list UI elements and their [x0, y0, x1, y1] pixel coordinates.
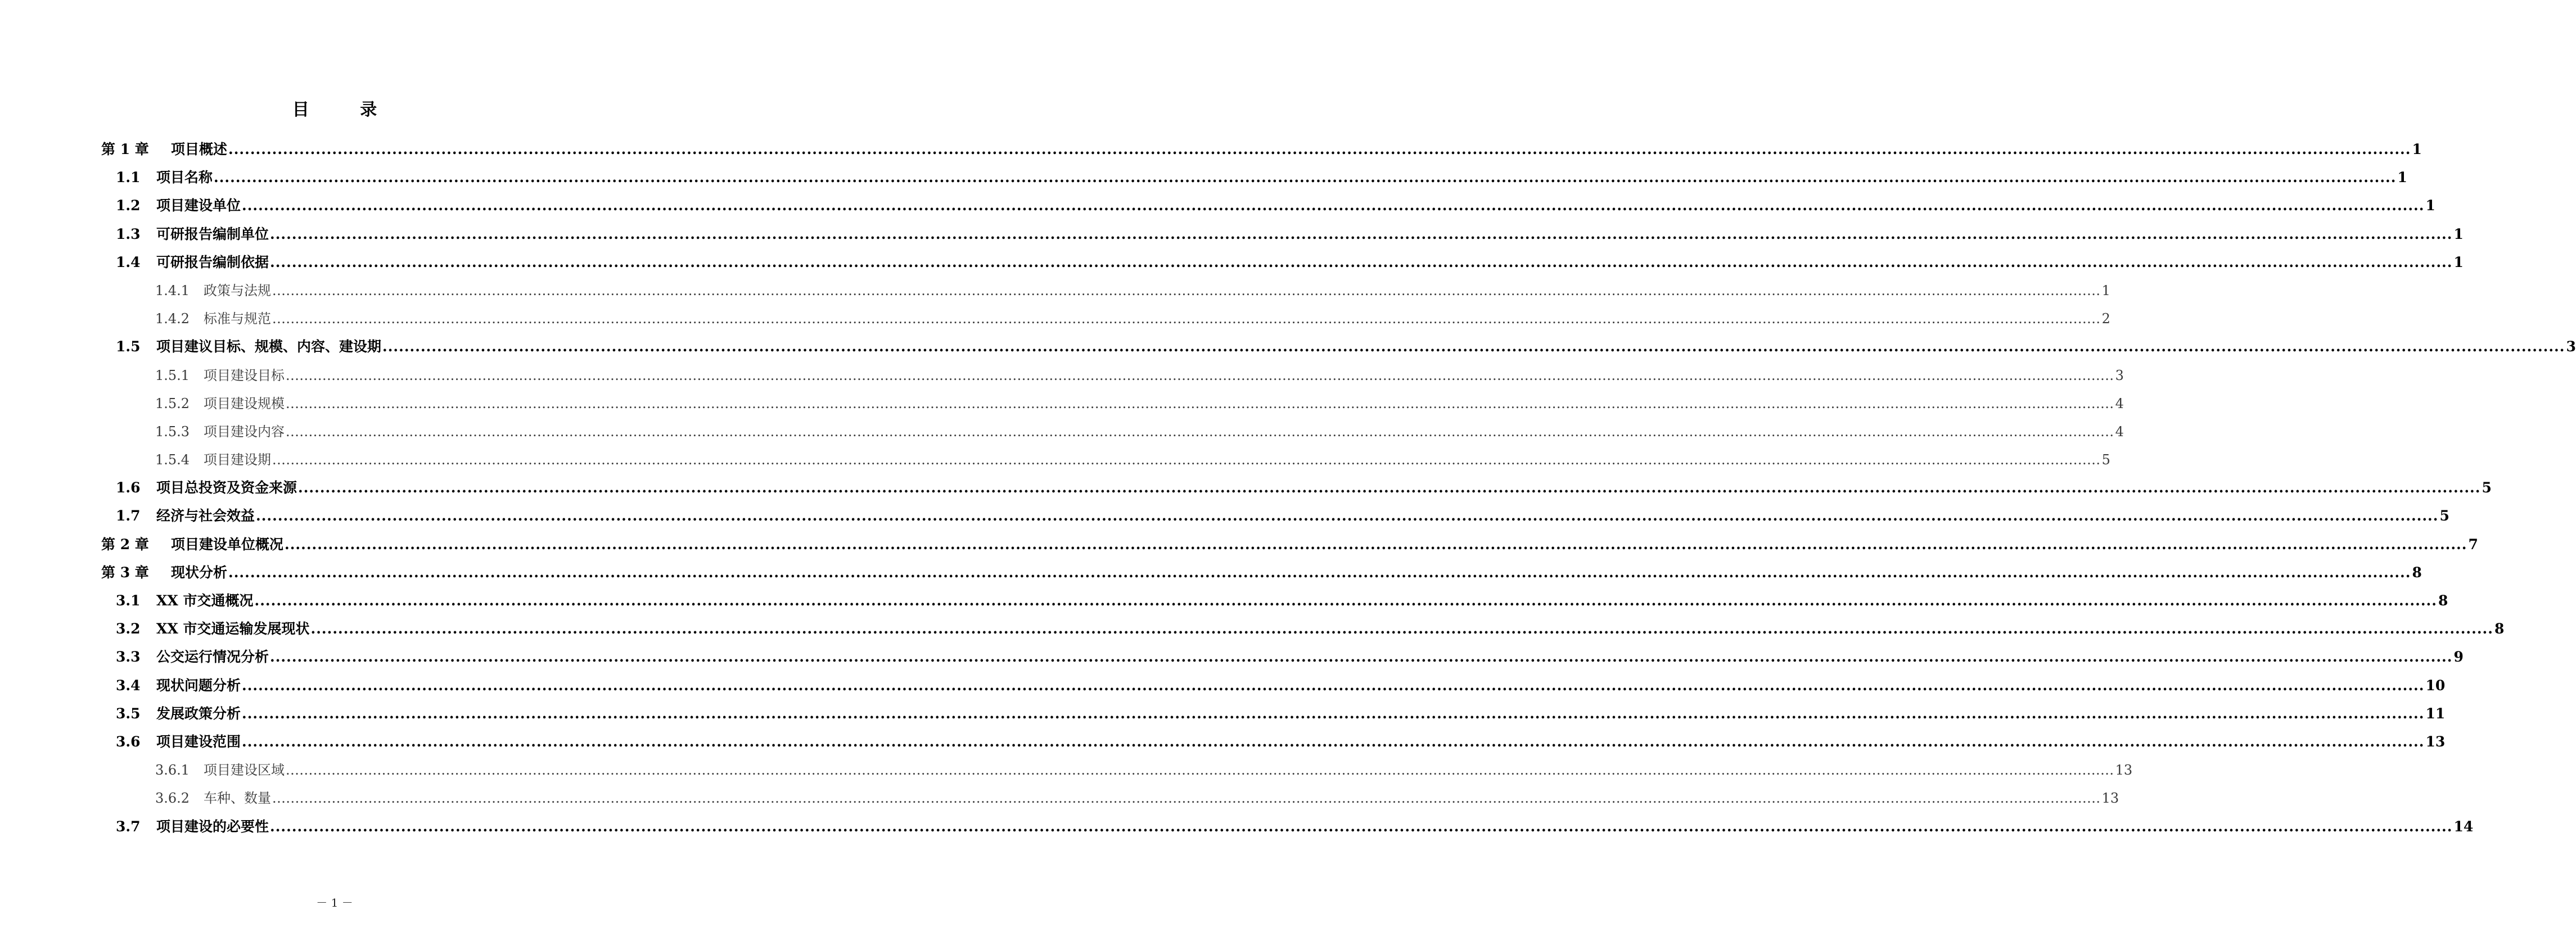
toc-entry-number: 3.2: [116, 621, 141, 637]
toc-entry-title: 项目建议目标、规模、内容、建设期: [156, 338, 382, 355]
toc-entry[interactable]: [101, 337, 2576, 365]
toc-dot-leader: ................................................................................................................................................................................................................................................................................................................................................................................................................: [242, 677, 2425, 694]
toc-dot-leader: ................................................................................................................................................................................................................................................................................................................................................................................................................: [256, 508, 2439, 524]
toc-entry-page: 4: [2115, 395, 2124, 411]
toc-entry-title: 经济与社会效益: [156, 508, 255, 524]
toc-entry-page: 13: [2101, 790, 2119, 807]
toc-entry-title: 项目建设规模: [204, 395, 285, 411]
toc-entry[interactable]: [101, 309, 2110, 337]
toc-entry-title: 项目建设单位概况: [171, 536, 284, 553]
toc-entry-number: 1.4.1: [155, 282, 190, 298]
toc-entry-number: 1.2: [116, 197, 141, 214]
toc-entry-page: 4: [2115, 423, 2124, 440]
toc-entry[interactable]: [101, 647, 2464, 675]
toc-entry-number: 1.5.2: [155, 395, 190, 411]
toc-dot-leader: ................................................................................................................................................................................................................................................................................................................................................................................................................: [270, 649, 2453, 666]
toc-entry-title: 项目建设期: [204, 452, 271, 468]
toc-entry-page: 1: [2425, 197, 2435, 214]
toc-entry-page: 1: [2397, 169, 2407, 186]
toc-dot-leader: ................................................................................................................................................................................................................................................................................................................................................................................................................: [272, 311, 2101, 327]
toc-entry-title: 项目建设内容: [204, 423, 285, 440]
toc-dot-leader: ................................................................................................................................................................................................................................................................................................................................................................................................................: [286, 762, 2114, 778]
toc-entry-number: 1.5.1: [155, 367, 190, 383]
toc-entry-number: 1.3: [116, 225, 141, 242]
toc-entry[interactable]: [101, 365, 2124, 393]
toc-entry-page: 8: [2438, 592, 2448, 609]
toc-dot-leader: ................................................................................................................................................................................................................................................................................................................................................................................................................: [270, 254, 2453, 270]
toc-entry[interactable]: [101, 704, 2446, 732]
toc-entry-number: 第 2 章: [101, 536, 149, 553]
toc-entry-number: 第 3 章: [101, 564, 149, 581]
toc-entry[interactable]: [101, 139, 2422, 168]
toc-entry-page: 5: [2101, 452, 2110, 468]
toc-entry[interactable]: [101, 506, 2449, 534]
toc-entry-page: 1: [2453, 254, 2464, 270]
toc-dot-leader: ................................................................................................................................................................................................................................................................................................................................................................................................................: [272, 282, 2101, 298]
toc-entry[interactable]: [101, 619, 2505, 647]
toc-dot-leader: ................................................................................................................................................................................................................................................................................................................................................................................................................: [242, 197, 2425, 214]
toc-entry[interactable]: [101, 280, 2110, 309]
toc-entry-title: 项目建设目标: [204, 367, 285, 383]
toc-entry-number: 1.7: [116, 508, 141, 524]
toc-entry[interactable]: [101, 252, 2464, 280]
toc-dot-leader: ................................................................................................................................................................................................................................................................................................................................................................................................................: [270, 225, 2453, 242]
toc-entry-title: 项目建设的必要性: [156, 818, 269, 835]
toc-entry[interactable]: [101, 591, 2448, 619]
toc-entry-title: 可研报告编制依据: [156, 254, 269, 270]
toc-entry-page: 13: [2115, 762, 2133, 778]
toc-entry-page: 2: [2101, 311, 2110, 327]
toc-entry-title: XX 市交通运输发展现状: [156, 621, 310, 637]
toc-entry-number: 1.1: [116, 169, 141, 186]
toc-entry[interactable]: [101, 450, 2110, 478]
toc-entry-number: 3.3: [116, 649, 141, 666]
toc-entry-number: 3.5: [116, 705, 141, 722]
toc-entry-number: 3.6: [116, 733, 141, 750]
toc-entry-page: 5: [2439, 508, 2449, 524]
toc-entry-page: 11: [2425, 705, 2446, 722]
toc-entry-page: 8: [2412, 564, 2422, 581]
toc-entry-page: 3: [2115, 367, 2124, 383]
toc-entry-page: 5: [2482, 479, 2492, 496]
toc-entry-number: 1.5.4: [155, 452, 190, 468]
toc-entry-title: 政策与法规: [204, 282, 271, 298]
toc-entry-number: 1.5: [116, 338, 141, 355]
toc-entry-number: 1.6: [116, 479, 141, 496]
toc-entry-page: 14: [2453, 818, 2474, 835]
toc-entry-number: 3.4: [116, 677, 141, 694]
toc-dot-leader: ................................................................................................................................................................................................................................................................................................................................................................................................................: [382, 338, 2565, 355]
toc-entry-title: 可研报告编制单位: [156, 225, 269, 242]
toc-dot-leader: ................................................................................................................................................................................................................................................................................................................................................................................................................: [286, 423, 2114, 440]
toc-entry-title: 车种、数量: [204, 790, 271, 807]
toc-entry[interactable]: [101, 196, 2435, 224]
toc-entry[interactable]: [101, 422, 2124, 450]
toc-entry-title: 现状分析: [171, 564, 228, 581]
toc-dot-leader: ................................................................................................................................................................................................................................................................................................................................................................................................................: [298, 479, 2481, 496]
toc-entry-page: 9: [2453, 649, 2464, 666]
toc-entry-page: 1: [2412, 141, 2422, 157]
toc-dot-leader: ................................................................................................................................................................................................................................................................................................................................................................................................................: [228, 141, 2411, 157]
toc-dot-leader: ................................................................................................................................................................................................................................................................................................................................................................................................................: [286, 367, 2114, 383]
toc-entry-page: 13: [2425, 733, 2446, 750]
toc-entry[interactable]: [101, 788, 2119, 816]
toc-dot-leader: ................................................................................................................................................................................................................................................................................................................................................................................................................: [242, 733, 2425, 750]
toc-entry-title: 项目建设区域: [204, 762, 285, 778]
toc-dot-leader: ................................................................................................................................................................................................................................................................................................................................................................................................................: [310, 621, 2493, 637]
toc-entry-number: 第 1 章: [101, 141, 149, 157]
toc-entry[interactable]: [101, 732, 2446, 760]
toc-entry[interactable]: [101, 535, 2478, 563]
toc-entry-page: 8: [2494, 621, 2505, 637]
page-number: － 1 －: [316, 896, 353, 909]
toc-entry[interactable]: [101, 393, 2124, 422]
toc-entry-page: 1: [2101, 282, 2110, 298]
toc-dot-leader: ................................................................................................................................................................................................................................................................................................................................................................................................................: [270, 818, 2453, 835]
toc-entry[interactable]: [101, 817, 2474, 845]
toc-dot-leader: ................................................................................................................................................................................................................................................................................................................................................................................................................: [242, 705, 2425, 722]
toc-entry-title: 项目总投资及资金来源: [156, 479, 297, 496]
toc-entry-number: 3.1: [116, 592, 141, 609]
toc-entry-number: 1.4.2: [155, 311, 190, 327]
toc-dot-leader: ................................................................................................................................................................................................................................................................................................................................................................................................................: [254, 592, 2437, 609]
table-of-contents: [101, 139, 2576, 845]
toc-entry-title: 现状问题分析: [156, 677, 241, 694]
toc-entry[interactable]: [101, 563, 2422, 591]
toc-entry-title: 发展政策分析: [156, 705, 241, 722]
toc-dot-leader: ................................................................................................................................................................................................................................................................................................................................................................................................................: [285, 536, 2467, 553]
toc-entry-number: 1.5.3: [155, 423, 190, 440]
toc-entry-page: 3: [2566, 338, 2576, 355]
toc-entry[interactable]: [101, 224, 2464, 252]
page-title: 目 录: [292, 100, 400, 120]
toc-entry-number: 3.6.2: [155, 790, 190, 807]
toc-dot-leader: ................................................................................................................................................................................................................................................................................................................................................................................................................: [286, 395, 2114, 411]
toc-entry-number: 1.4: [116, 254, 141, 270]
toc-entry[interactable]: [101, 676, 2446, 704]
toc-entry-title: 标准与规范: [204, 311, 271, 327]
toc-entry-title: 项目建设范围: [156, 733, 241, 750]
toc-dot-leader: ................................................................................................................................................................................................................................................................................................................................................................................................................: [228, 564, 2411, 581]
toc-dot-leader: ................................................................................................................................................................................................................................................................................................................................................................................................................: [272, 790, 2101, 807]
toc-entry[interactable]: [101, 168, 2407, 196]
toc-entry-title: 项目名称: [156, 169, 213, 186]
toc-entry-page: 10: [2425, 677, 2446, 694]
toc-entry-title: 项目建设单位: [156, 197, 241, 214]
toc-entry-number: 3.6.1: [155, 762, 190, 778]
toc-dot-leader: ................................................................................................................................................................................................................................................................................................................................................................................................................: [272, 452, 2101, 468]
toc-dot-leader: ................................................................................................................................................................................................................................................................................................................................................................................................................: [214, 169, 2397, 186]
toc-entry-page: 7: [2468, 536, 2478, 553]
toc-entry[interactable]: [101, 478, 2492, 506]
toc-entry-title: 项目概述: [171, 141, 228, 157]
toc-entry-title: XX 市交通概况: [156, 592, 254, 609]
toc-entry-number: 3.7: [116, 818, 141, 835]
toc-entry-title: 公交运行情况分析: [156, 649, 269, 666]
toc-entry-page: 1: [2453, 225, 2464, 242]
toc-entry[interactable]: [101, 760, 2133, 788]
